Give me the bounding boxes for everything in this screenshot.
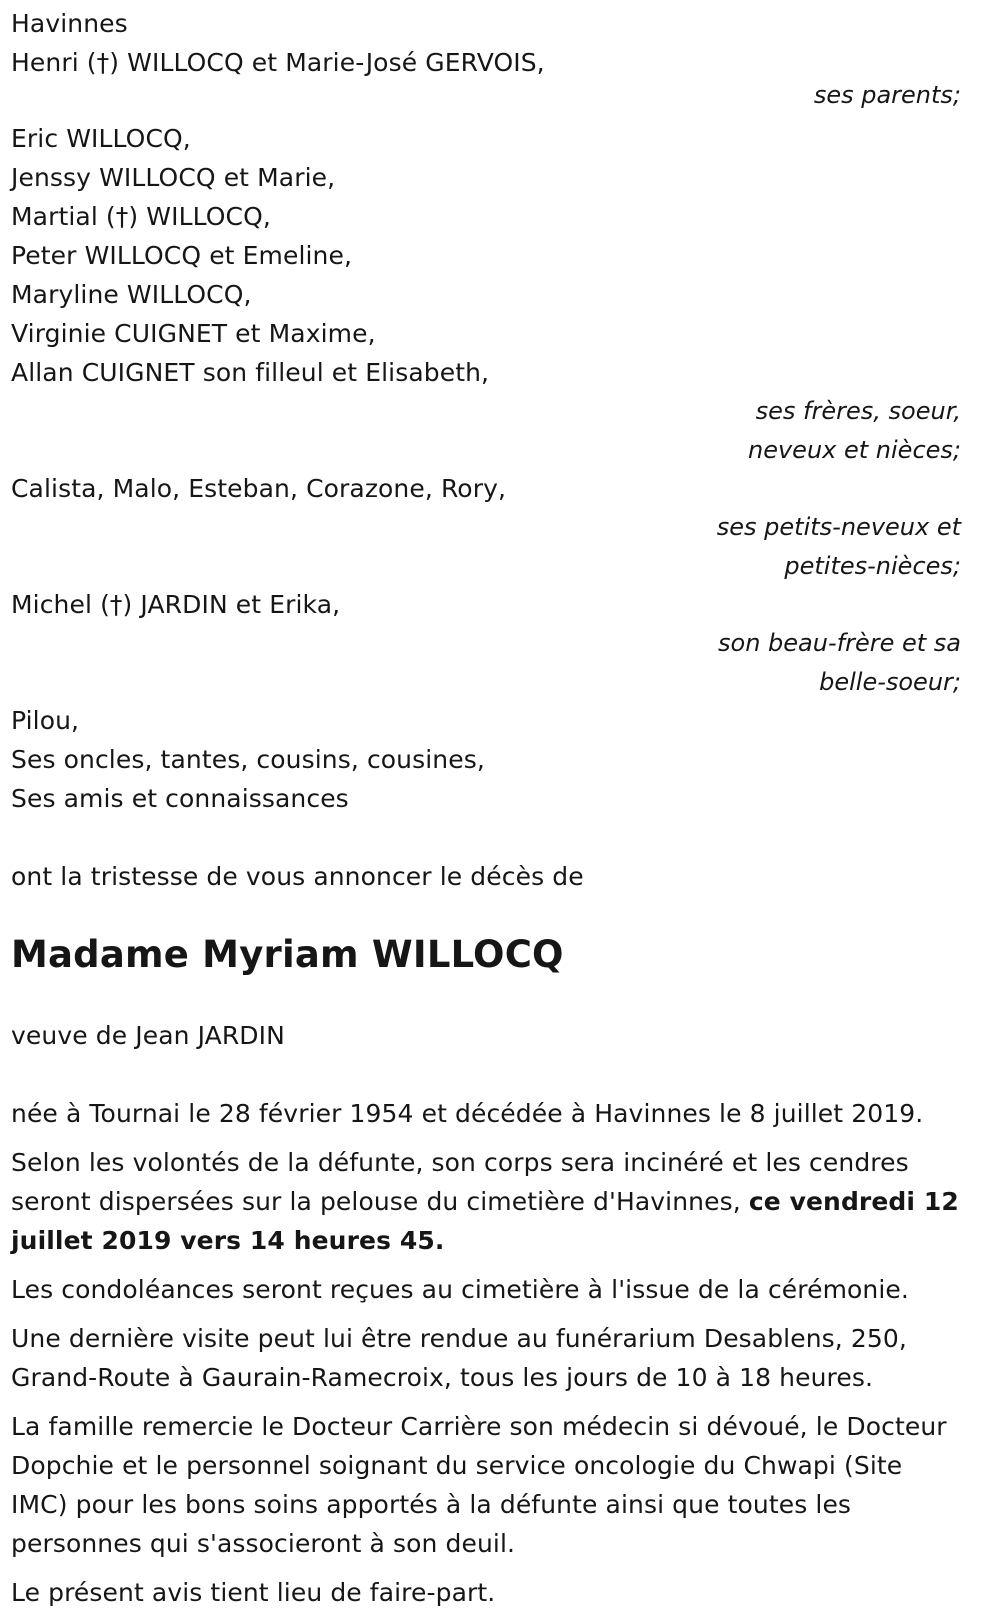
- siblings-role: ses frères, soeur,: [755, 397, 961, 425]
- parents-line: Henri (†) WILLOCQ et Marie-José GERVOIS,: [11, 48, 545, 77]
- grand-nephews-line: Calista, Malo, Esteban, Corazone, Rory,: [11, 474, 507, 503]
- condolences: Les condoléances seront reçues au cimetière à l'issue de la cérémonie.: [11, 1275, 909, 1304]
- sibling-line: Virginie CUIGNET et Maxime,: [11, 319, 376, 348]
- birth-death: née à Tournai le 28 février 1954 et décédée à Havinnes le 8 juillet 2019.: [11, 1099, 924, 1128]
- grand-nephews-role: petites-nièces;: [784, 552, 961, 580]
- announcement: ont la tristesse de vous annoncer le décès de: [11, 862, 584, 891]
- sibling-line: Martial (†) WILLOCQ,: [11, 202, 271, 231]
- sibling-line: Jenssy WILLOCQ et Marie,: [11, 163, 336, 192]
- others-line: Pilou,: [11, 706, 80, 735]
- others-line: Ses oncles, tantes, cousins, cousines,: [11, 745, 485, 774]
- grand-nephews-role: ses petits-neveux et: [716, 513, 961, 541]
- others-line: Ses amis et connaissances: [11, 784, 349, 813]
- locality: Havinnes: [11, 9, 128, 38]
- deceased-name: Madame Myriam WILLOCQ: [11, 933, 564, 976]
- in-laws-role: son beau-frère et sa: [718, 629, 961, 657]
- thanks: La famille remercie le Docteur Carrière son médecin si dévoué, le Docteur Dopchie et le personnel soignant du service oncologie du Chwapi (Site IMC) pour les bons soins apportés à la défunte ainsi que toutes les personnes qui s'associeront à son deuil.: [11, 1412, 947, 1558]
- sibling-line: Maryline WILLOCQ,: [11, 280, 252, 309]
- ceremony-paragraph: [11, 1143, 966, 1260]
- parents-role: ses parents;: [813, 81, 961, 109]
- sibling-line: Allan CUIGNET son filleul et Elisabeth,: [11, 358, 490, 387]
- siblings-role: neveux et nièces;: [748, 436, 961, 464]
- in-laws-role: belle-soeur;: [819, 668, 961, 696]
- others-list: [11, 701, 971, 818]
- ceremony-date: ce vendredi 12 juillet 2019 vers 14 heures 45.: [11, 1187, 959, 1255]
- siblings-list: [11, 119, 971, 392]
- widow-of: veuve de Jean JARDIN: [11, 1021, 285, 1050]
- sibling-line: Eric WILLOCQ,: [11, 124, 191, 153]
- notice: Le présent avis tient lieu de faire-part.: [11, 1578, 496, 1607]
- sibling-line: Peter WILLOCQ et Emeline,: [11, 241, 353, 270]
- in-laws-line: Michel (†) JARDIN et Erika,: [11, 590, 341, 619]
- visit-info: Une dernière visite peut lui être rendue au funérarium Desablens, 250, Grand-Route à Gaurain-Ramecroix, tous les jours de 10 à 18 heures.: [11, 1324, 907, 1392]
- ceremony-text: Selon les volontés de la défunte, son corps sera incinéré et les cendres seront dispersées sur la pelouse du cimetière d'Havinnes,: [11, 1148, 909, 1216]
